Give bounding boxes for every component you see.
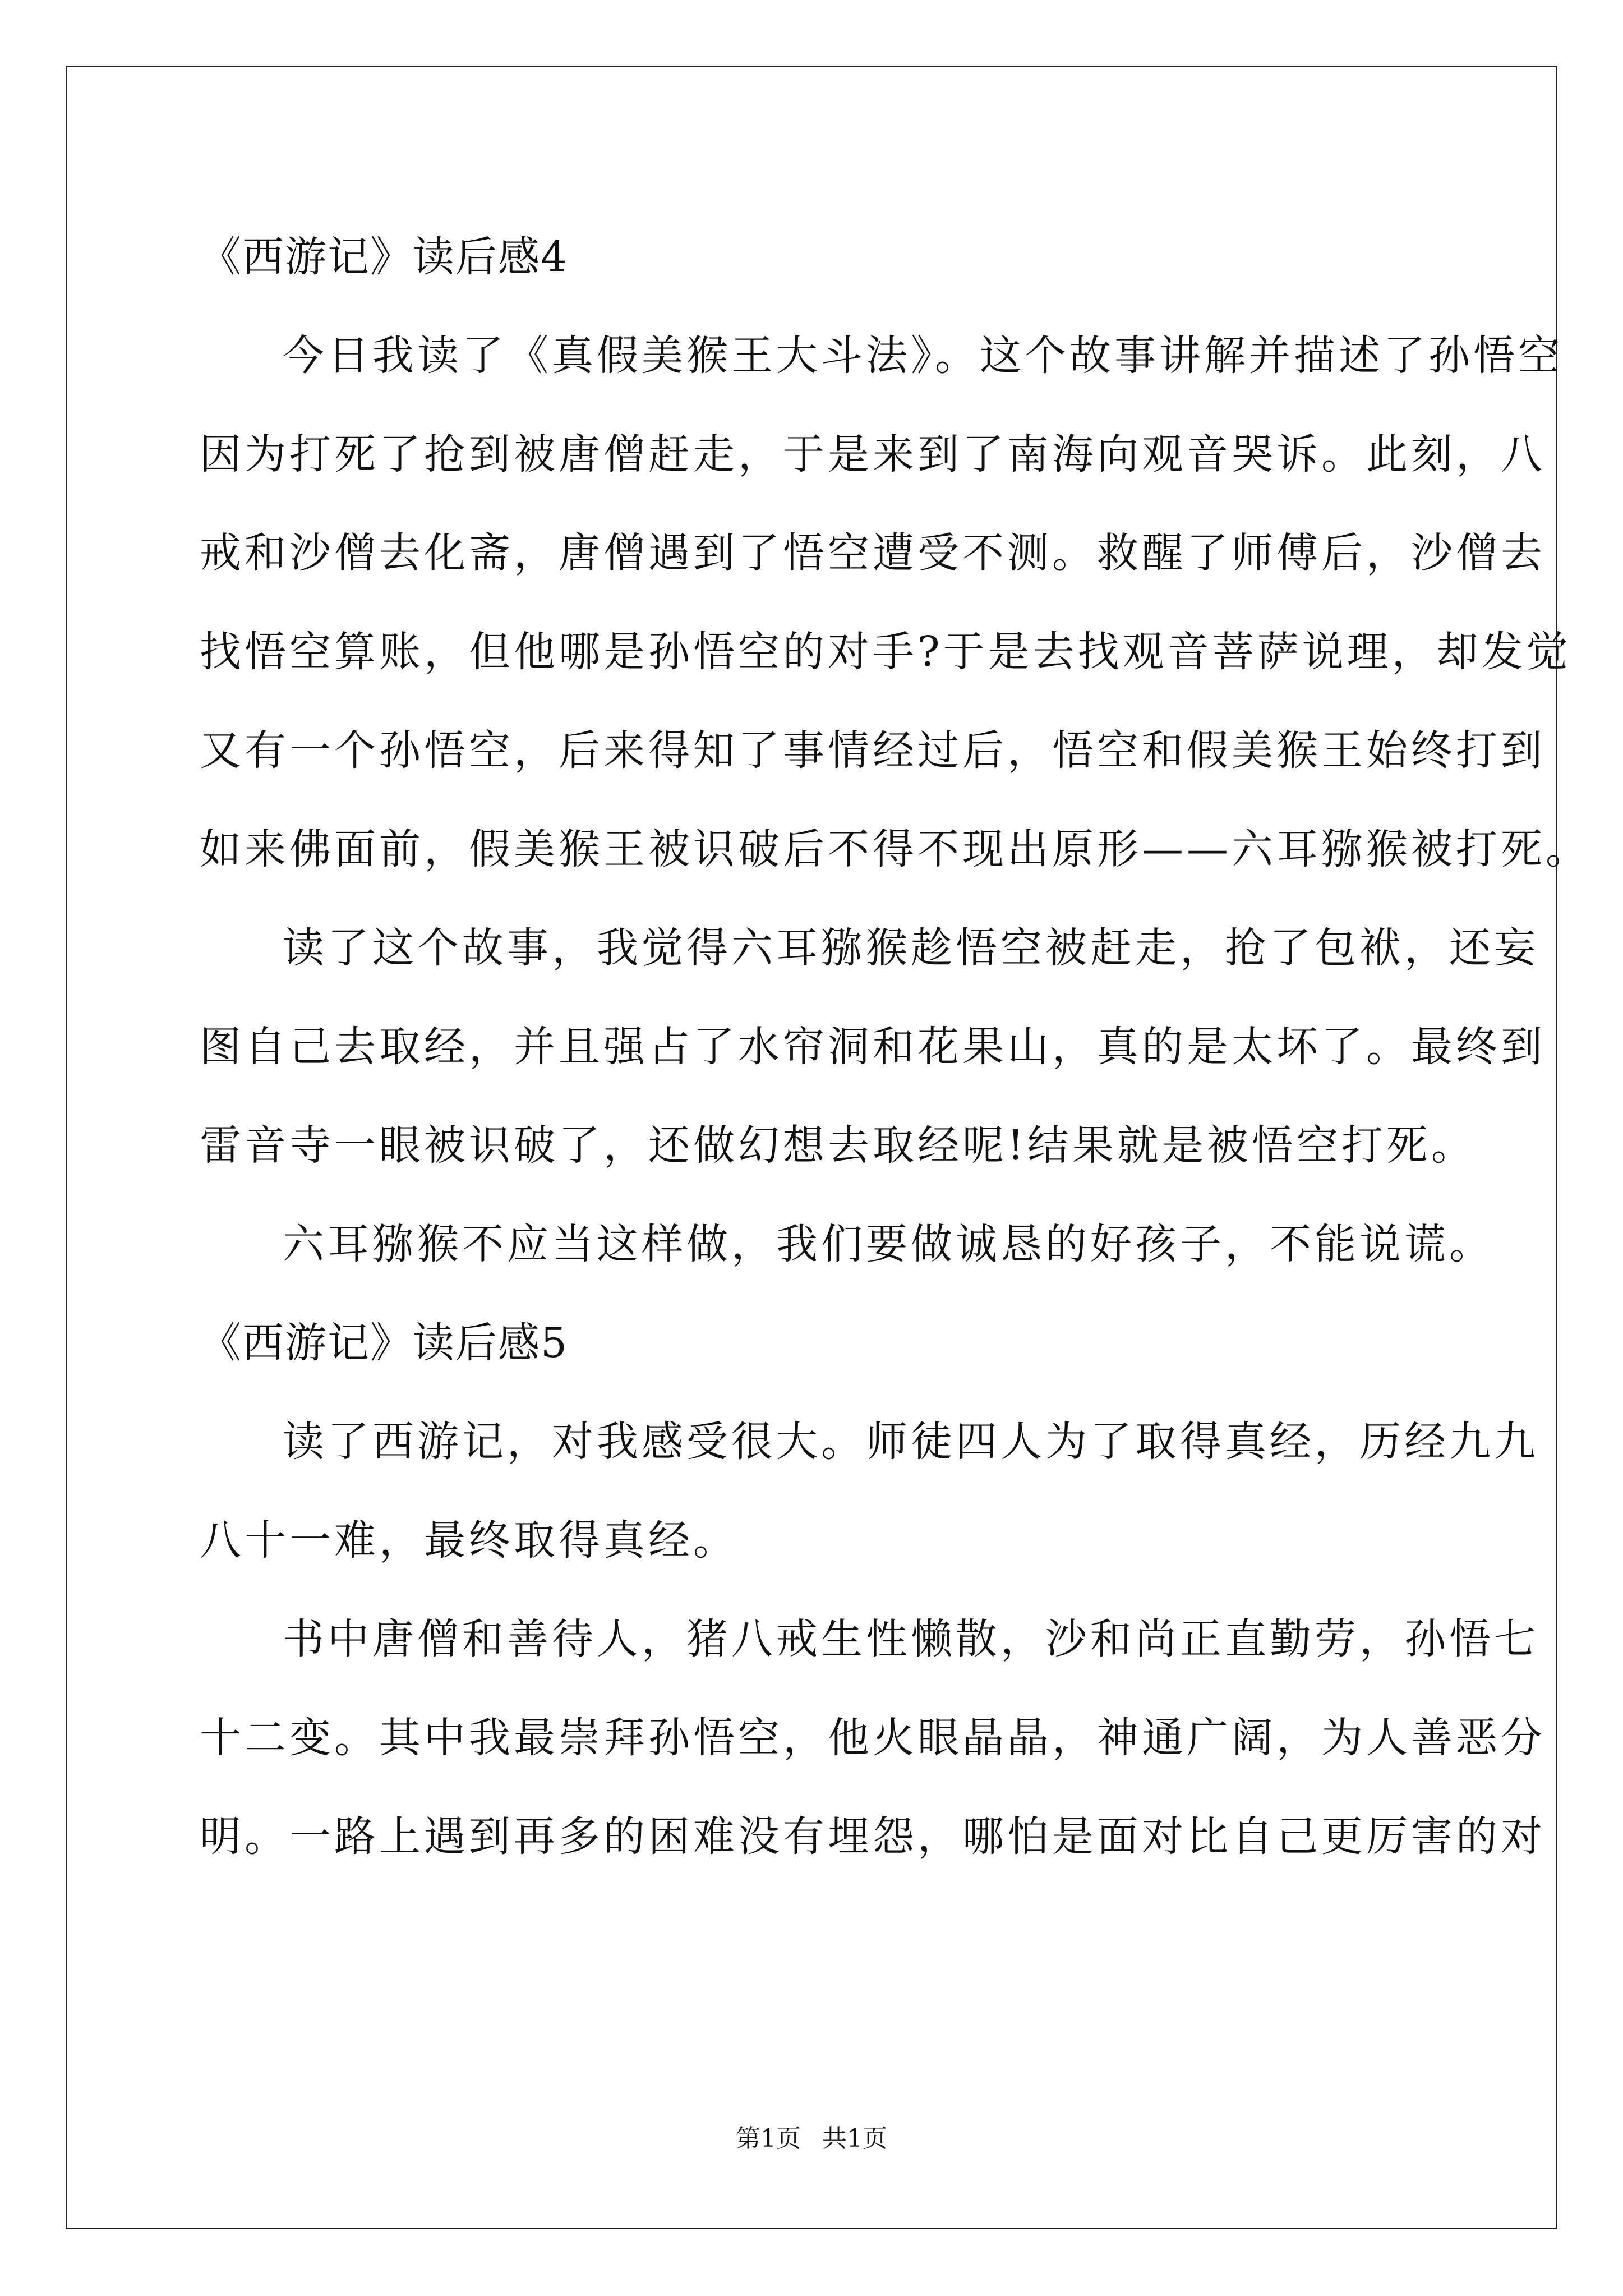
essay-heading-4: 《西游记》读后感4	[200, 233, 569, 281]
paragraph-line: 雷音寺一眼被识破了，还做幻想去取经呢!结果就是被悟空打死。	[200, 1121, 1476, 1170]
paragraph-line: 找悟空算账，但他哪是孙悟空的对手?于是去找观音菩萨说理，却发觉	[200, 628, 1571, 676]
paragraph-line: 十二变。其中我最崇拜孙悟空，他火眼晶晶，神通广阔，为人善恶分	[200, 1714, 1546, 1762]
page-total: 共1页	[822, 2124, 887, 2153]
page-number: 第1页	[736, 2124, 801, 2153]
paragraph-line: 八十一难，最终取得真经。	[200, 1516, 738, 1565]
paragraph-line: 明。一路上遇到再多的困难没有埋怨，哪怕是面对比自己更厉害的对	[200, 1812, 1546, 1861]
paragraph-line: 因为打死了抢到被唐僧赶走，于是来到了南海向观音哭诉。此刻，八	[200, 430, 1546, 478]
paragraph-line: 读了这个故事，我觉得六耳猕猴趁悟空被赶走，抢了包袱，还妄	[283, 924, 1539, 972]
essay-heading-5: 《西游记》读后感5	[200, 1319, 569, 1367]
page-footer	[0, 2118, 1623, 2154]
document-body	[200, 208, 1590, 1886]
paragraph-line: 书中唐僧和善待人，猪八戒生性懒散，沙和尚正直勤劳，孙悟七	[283, 1615, 1539, 1663]
paragraph-line: 今日我读了《真假美猴王大斗法》。这个故事讲解并描述了孙悟空	[283, 332, 1563, 380]
paragraph-line: 戒和沙僧去化斋，唐僧遇到了悟空遭受不测。救醒了师傅后，沙僧去	[200, 529, 1546, 577]
paragraph-line: 图自己去取经，并且强占了水帘洞和花果山，真的是太坏了。最终到	[200, 1023, 1546, 1071]
paragraph-line: 又有一个孙悟空，后来得知了事情经过后，悟空和假美猴王始终打到	[200, 726, 1546, 775]
paragraph-line: 六耳猕猴不应当这样做，我们要做诚恳的好孩子，不能说谎。	[283, 1220, 1494, 1268]
paragraph-line: 读了西游记，对我感受很大。师徒四人为了取得真经，历经九九	[283, 1418, 1539, 1466]
paragraph-line: 如来佛面前，假美猴王被识破后不得不现出原形——六耳猕猴被打死。	[200, 825, 1590, 873]
